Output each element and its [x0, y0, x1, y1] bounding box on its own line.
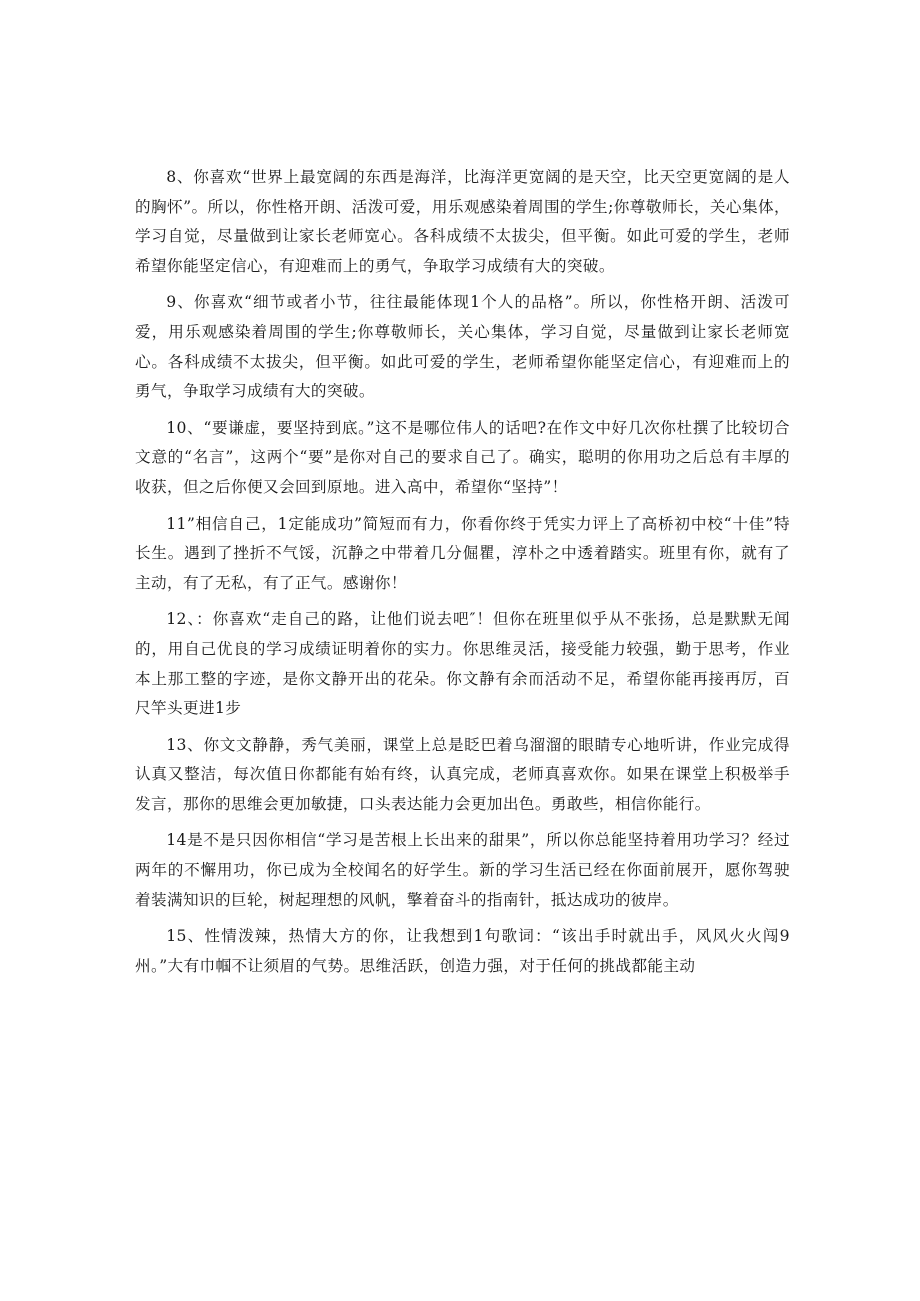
document-body	[135, 163, 790, 988]
paragraph-8: 8、你喜欢“世界上最宽阔的东西是海洋，比海洋更宽阔的是天空，比天空更宽阔的是人的胸怀”。所以，你性格开朗、活泼可爱，用乐观感染着周围的学生;你尊敬师长，关心集体，学习自觉，尽量做到让家长老师宽心。各科成绩不太拔尖，但平衡。如此可爱的学生，老师希望你能坚定信心，有迎难而上的勇气，争取学习成绩有大的突破。	[135, 168, 790, 275]
paragraph-9: 9、你喜欢“细节或者小节，往往最能体现1个人的品格”。所以，你性格开朗、活泼可爱，用乐观感染着周围的学生;你尊敬师长，关心集体，学习自觉，尽量做到让家长老师宽心。各科成绩不太拔尖，但平衡。如此可爱的学生，老师希望你能坚定信心，有迎难而上的勇气，争取学习成绩有大的突破。	[135, 293, 790, 401]
paragraph-15: 15、性情泼辣，热情大方的你，让我想到1句歌词：“该出手时就出手，风风火火闯9州。”大有巾帼不让须眉的气势。思维活跃，创造力强，对于任何的挑战都能主动	[135, 927, 790, 975]
paragraph-13: 13、你文文静静，秀气美丽，课堂上总是眨巴着乌溜溜的眼睛专心地听讲，作业完成得认真又整洁，每次值日你都能有始有终，认真完成，老师真喜欢你。如果在课堂上积极举手发言，那你的思维会更加敏捷，口头表达能力会更加出色。勇敢些，相信你能行。	[135, 735, 790, 813]
paragraph-11: 11”相信自己，1定能成功”简短而有力，你看你终于凭实力评上了高桥初中校“十佳”特长生。遇到了挫折不气馁，沉静之中带着几分倔瞿，淳朴之中透着踏实。班里有你，就有了主动，有了无私，有了正气。感谢你！	[135, 514, 790, 592]
paragraph-10: 10、“要谦虚，要坚持到底。”这不是哪位伟人的话吧?在作文中好几次你杜撰了比较切合文意的“名言”，这两个“要”是你对自己的要求自己了。确实，聪明的你用功之后总有丰厚的收获，但之后你便又会回到原地。进入高中，希望你“坚持”！	[135, 418, 790, 496]
paragraph-14: 14是不是只因你相信“学习是苦根上长出来的甜果”，所以你总能坚持着用功学习？经过两年的不懈用功，你已成为全校闻名的好学生。新的学习生活已经在你面前展开，愿你驾驶着装满知识的巨轮，树起理想的风帆，擎着奋斗的指南针，抵达成功的彼岸。	[135, 831, 790, 909]
paragraph-12: 12、：你喜欢“走自己的路，让他们说去吧″！但你在班里似乎从不张扬，总是默默无闻的，用自己优良的学习成绩证明着你的实力。你思维灵活，接受能力较强，勤于思考，作业本上那工整的字迹，是你文静开出的花朵。你文静有余而活动不足，希望你能再接再厉，百尺竿头更进1步	[135, 610, 790, 718]
